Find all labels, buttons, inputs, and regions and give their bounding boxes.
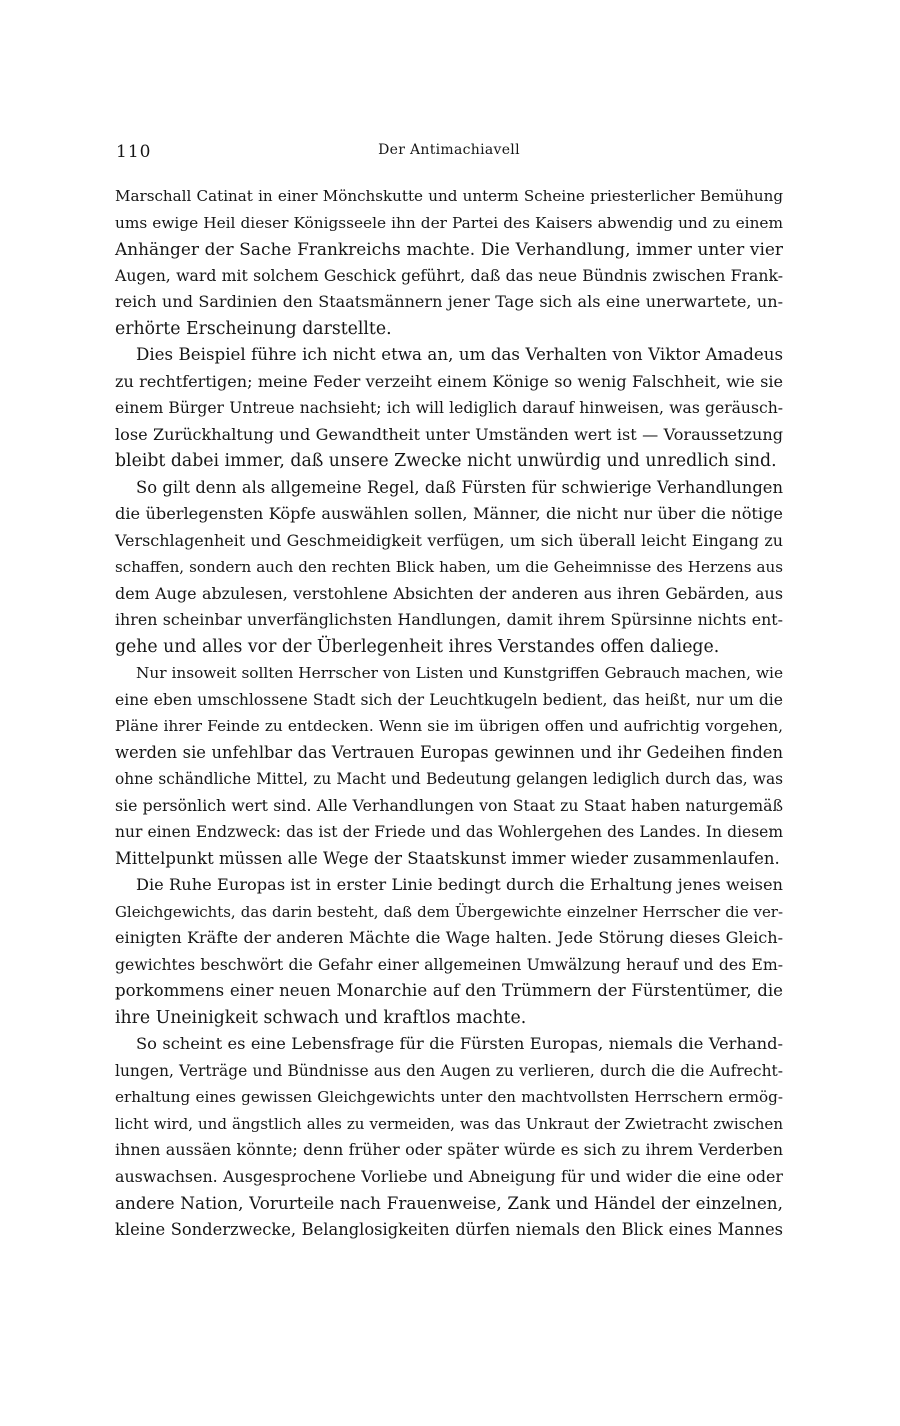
text-line: reich und Sardinien den Staatsmännern jener Tage sich als eine unerwartete, un- [115, 292, 783, 311]
text-line: So gilt denn als allgemeine Regel, daß Fürsten für schwierige Verhandlungen [136, 477, 783, 497]
text-line: Anhänger der Sache Frankreichs machte. Die Verhandlung, immer unter vier [115, 239, 783, 259]
text-line: licht wird, und ängstlich alles zu vermeiden, was das Unkraut der Zwietracht zwischen [115, 1114, 783, 1133]
text-line: ihren scheinbar unverfänglichsten Handlungen, damit ihrem Spürsinne nichts ent- [115, 610, 783, 629]
text-line: lose Zurückhaltung und Gewandtheit unter Umständen wert ist — Voraussetzung [115, 424, 783, 444]
text-line: So scheint es eine Lebensfrage für die Fürsten Europas, niemals die Verhand- [136, 1034, 783, 1053]
text-line: nur einen Endzweck: das ist der Friede und das Wohlergehen des Landes. In diesem [115, 823, 783, 841]
text-line: dem Auge abzulesen, verstohlene Absichten der anderen aus ihren Gebärden, aus [115, 583, 783, 603]
paragraph [115, 183, 783, 342]
text-line: Gleichgewichts, das darin besteht, daß dem Übergewichte einzelner Herrscher die ver- [115, 902, 783, 921]
text-line: ohne schändliche Mittel, zu Macht und Bedeutung gelangen lediglich durch das, was [115, 770, 783, 788]
text-line: Die Ruhe Europas ist in erster Linie bedingt durch die Erhaltung jenes weisen [136, 875, 783, 894]
text-line: sie persönlich wert sind. Alle Verhandlungen von Staat zu Staat haben naturgemäß [115, 795, 783, 815]
text-line: ihre Uneinigkeit schwach und kraftlos machte. [115, 1007, 527, 1028]
text-line: lungen, Verträge und Bündnisse aus den Augen zu verlieren, durch die die Aufrecht- [115, 1061, 783, 1080]
text-line: erhaltung eines gewissen Gleichgewichts unter den machtvollsten Herrschern ermög- [115, 1088, 783, 1106]
text-line: andere Nation, Vorurteile nach Frauenweise, Zank und Händel der einzelnen, [115, 1193, 783, 1213]
text-line: schaffen, sondern auch den rechten Blick haben, um die Geheimnisse des Herzens aus [115, 558, 783, 576]
text-line: erhörte Erscheinung darstellte. [115, 318, 392, 339]
text-line: Nur insoweit sollten Herrscher von Listen und Kunstgriffen Gebrauch machen, wie [136, 664, 783, 682]
text-line: zu rechtfertigen; meine Feder verzeiht einem Könige so wenig Falschheit, wie sie [115, 371, 783, 391]
text-line: kleine Sonderzwecke, Belanglosigkeiten dürfen niemals den Blick eines Mannes [115, 1219, 783, 1239]
text-line: Pläne ihrer Feinde zu entdecken. Wenn sie im übrigen offen und aufrichtig vorgehen, [115, 717, 783, 735]
text-line: gewichtes beschwört die Gefahr einer allgemeinen Umwälzung herauf und des Em- [115, 954, 783, 974]
text-line: Augen, ward mit solchem Geschick geführt, daß das neue Bündnis zwischen Frank- [115, 265, 783, 285]
running-title: Der Antimachiavell [378, 142, 520, 158]
page-number: 110 [116, 142, 152, 162]
text-line: bleibt dabei immer, daß unsere Zwecke nicht unwürdig und unredlich sind. [115, 451, 777, 471]
paragraph [115, 342, 783, 475]
text-line: einem Bürger Untreue nachsieht; ich will lediglich darauf hinweisen, was geräusch- [115, 399, 783, 417]
text-line: auswachsen. Ausgesprochene Vorliebe und Abneigung für und wider die eine oder [115, 1166, 783, 1186]
paragraph [115, 872, 783, 1031]
paragraph [115, 475, 783, 661]
text-line: Marschall Catinat in einer Mönchskutte und unterm Scheine priesterlicher Bemühung [115, 187, 783, 205]
text-line: porkommens einer neuen Monarchie auf den Trümmern der Fürstentümer, die [115, 981, 783, 1000]
text-line: Verschlagenheit und Geschmeidigkeit verfügen, um sich überall leicht Eingang zu [115, 530, 783, 550]
text-line: ihnen aussäen könnte; denn früher oder später würde es sich zu ihrem Verderben [115, 1140, 783, 1159]
text-line: Dies Beispiel führe ich nicht etwa an, um das Verhalten von Viktor Amadeus [136, 345, 783, 364]
text-line: Mittelpunkt müssen alle Wege der Staatskunst immer wieder zusammenlaufen. [115, 848, 780, 868]
text-line: gehe und alles vor der Überlegenheit ihres Verstandes offen daliege. [115, 636, 720, 657]
text-line: ums ewige Heil dieser Königsseele ihn der Partei des Kaisers abwendig und zu einem [115, 213, 783, 232]
body-text [115, 183, 783, 1243]
text-line: eine eben umschlossene Stadt sich der Leuchtkugeln bedient, das heißt, nur um die [115, 690, 783, 709]
text-line: einigten Kräfte der anderen Mächte die Wage halten. Jede Störung dieses Gleich- [115, 928, 783, 947]
paragraph [115, 660, 783, 872]
paragraph [115, 1031, 783, 1243]
text-line: werden sie unfehlbar das Vertrauen Europas gewinnen und ihr Gedeihen finden [115, 742, 783, 762]
text-line: die überlegensten Köpfe auswählen sollen, Männer, die nicht nur über die nötige [115, 504, 783, 523]
running-head [116, 138, 782, 168]
